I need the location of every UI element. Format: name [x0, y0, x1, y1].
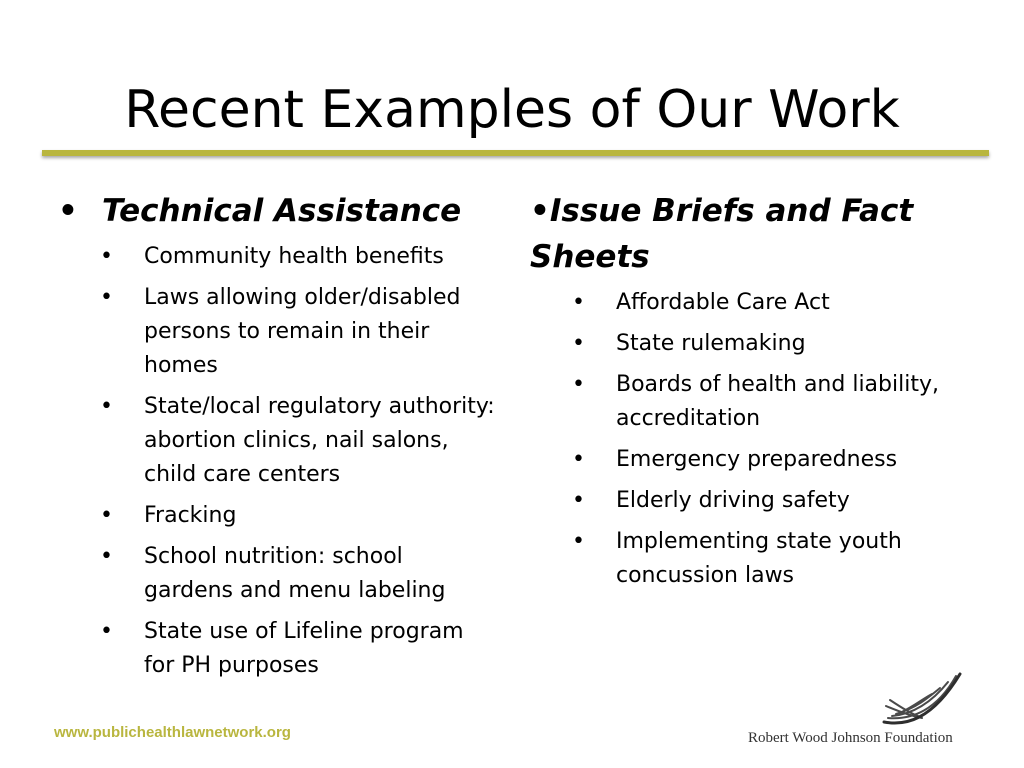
bullet-glyph: •: [572, 290, 585, 315]
list-item-text: Emergency preparedness: [616, 447, 898, 472]
bullet-glyph: •: [530, 193, 550, 229]
list-item-text: Boards of health and liability, accreditation: [616, 372, 939, 431]
list-item: [100, 615, 498, 683]
list-item: [572, 443, 970, 477]
list-item: [572, 286, 970, 320]
logo-text: Robert Wood Johnson Foundation: [748, 730, 953, 746]
right-heading: [530, 188, 970, 280]
bullet-glyph: •: [572, 331, 585, 356]
left-bullet-list: [58, 240, 498, 683]
list-item: [572, 327, 970, 361]
bullet-glyph: •: [100, 285, 113, 310]
right-column: [530, 188, 970, 600]
slide-title: Recent Examples of Our Work: [124, 80, 900, 140]
footer-url[interactable]: www.publichealthlawnetwork.org: [54, 724, 291, 741]
list-item-text: State rulemaking: [616, 331, 806, 356]
bullet-glyph: •: [100, 619, 113, 644]
list-item-text: Laws allowing older/disabled persons to remain in their homes: [144, 285, 461, 378]
bullet-glyph: •: [100, 244, 113, 269]
bullet-glyph: •: [572, 529, 585, 554]
bullet-glyph: •: [58, 193, 78, 229]
foundation-logo: [748, 672, 958, 750]
bullet-glyph: •: [100, 544, 113, 569]
list-item: [100, 390, 498, 492]
left-column: [58, 188, 498, 690]
list-item: [572, 368, 970, 436]
list-item: [572, 525, 970, 593]
list-item: [100, 281, 498, 383]
list-item-text: State use of Lifeline program for PH purposes: [144, 619, 464, 678]
left-heading: [58, 188, 498, 234]
list-item-text: Community health benefits: [144, 244, 444, 269]
list-item-text: Fracking: [144, 503, 237, 528]
list-item-text: Implementing state youth concussion laws: [616, 529, 902, 588]
title-divider: [42, 150, 989, 156]
left-heading-text: Technical Assistance: [102, 193, 462, 229]
list-item: [100, 540, 498, 608]
bullet-glyph: •: [572, 488, 585, 513]
list-item-text: Affordable Care Act: [616, 290, 830, 315]
feather-wing-icon: [882, 672, 962, 726]
list-item: [572, 484, 970, 518]
bullet-glyph: •: [572, 447, 585, 472]
list-item-text: State/local regulatory authority: abortion clinics, nail salons, child care centers: [144, 394, 495, 487]
list-item: [100, 240, 498, 274]
right-bullet-list: [530, 286, 970, 593]
list-item-text: School nutrition: school gardens and menu labeling: [144, 544, 446, 603]
bullet-glyph: •: [100, 394, 113, 419]
list-item-text: Elderly driving safety: [616, 488, 850, 513]
bullet-glyph: •: [572, 372, 585, 397]
right-heading-text: Issue Briefs and Fact Sheets: [530, 193, 914, 275]
list-item: [100, 499, 498, 533]
bullet-glyph: •: [100, 503, 113, 528]
